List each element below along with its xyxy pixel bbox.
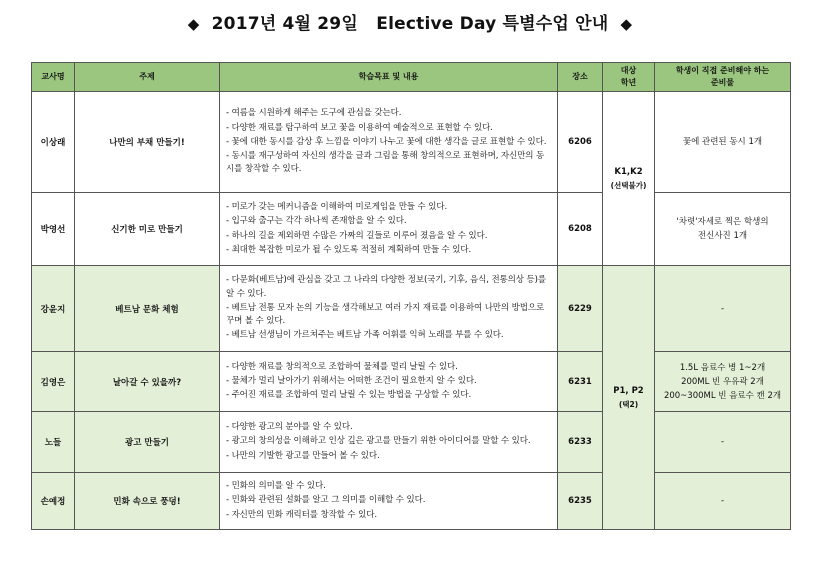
table-row [32, 352, 791, 412]
prep-line: 200ML 빈 우유곽 2개 [681, 376, 764, 387]
table-row [32, 473, 791, 530]
prep-cell [655, 352, 791, 412]
room-cell: 6229 [558, 266, 603, 352]
goal-item: - 최대한 복잡한 미로가 될 수 있도록 적절히 계획하여 만들 수 있다. [226, 244, 472, 255]
prep-line: 1.5L 음료수 병 1~2개 [679, 362, 766, 373]
goal-item: - 다양한 재료를 탐구하여 보고 꽃을 이용하여 예술적으로 표현할 수 있다. [226, 122, 493, 133]
header-topic: 주제 [75, 63, 220, 92]
goals-cell [220, 266, 558, 352]
title-text: 2017년 4월 29일 Elective Day 특별수업 안내 [211, 14, 609, 34]
goal-item: - 여름을 시원하게 해주는 도구에 관심을 갖는다. [226, 108, 402, 119]
goal-item: - 베트남 선생님이 가르쳐주는 베트남 가족 어휘를 익혀 노래를 부를 수 있다. [226, 330, 504, 341]
header-room: 장소 [558, 63, 603, 92]
goal-item: - 나만의 기발한 광고를 만들어 볼 수 있다. [226, 450, 380, 461]
teacher-cell: 강윤지 [32, 266, 75, 352]
prep-cell [655, 92, 791, 193]
goal-item: - 민화의 의미를 알 수 있다. [226, 481, 326, 492]
grade-line1: K1,K2 [614, 166, 643, 177]
grade-cell [603, 266, 655, 530]
room-cell: 6206 [558, 92, 603, 193]
teacher-cell: 이상래 [32, 92, 75, 193]
prep-line: 꽃에 관련된 동시 1개 [682, 137, 763, 147]
table-row [32, 412, 791, 473]
header-prep [655, 63, 791, 92]
goal-item: - 미로가 갖는 메커니즘을 이해하여 미로게임을 만들 수 있다. [226, 202, 448, 213]
prep-cell [655, 266, 791, 352]
goal-item: - 꽃에 대한 동시를 감상 후 느낌을 이야기 나누고 꽃에 대한 생각을 글로 표현할 수 있다. [226, 136, 547, 147]
topic-cell: 날아갈 수 있을까? [75, 352, 220, 412]
goals-cell [220, 92, 558, 193]
header-row [32, 63, 791, 92]
prep-cell [655, 412, 791, 473]
topic-cell: 베트남 문화 체험 [75, 266, 220, 352]
header-grade-line2: 학년 [620, 78, 637, 87]
header-prep-line1: 학생이 직접 준비해야 하는 [675, 66, 770, 75]
goal-item: - 베트남 전통 모자 논의 기능을 생각해보고 여러 가지 재료를 이용하여 나만의 방법으로 꾸며 볼 수 있다. [226, 302, 545, 327]
table-row [32, 266, 791, 352]
teacher-cell: 박영선 [32, 193, 75, 266]
goal-item: - 물체가 멀리 날아가기 위해서는 어떠한 조건이 필요한지 알 수 있다. [226, 375, 477, 386]
grade-line2: (선택불가) [610, 180, 647, 190]
goal-item: - 하나의 길을 제외하면 수많은 가짜의 길들로 이루어 졌음을 알 수 있다. [226, 230, 488, 241]
teacher-cell: 노들 [32, 412, 75, 473]
goals-cell [220, 412, 558, 473]
goal-item: - 입구와 출구는 각각 하나씩 존재함을 알 수 있다. [226, 216, 407, 227]
grade-cell [603, 92, 655, 266]
table-row [32, 193, 791, 266]
header-teacher: 교사명 [32, 63, 75, 92]
goal-item: - 다양한 재료를 창의적으로 조합하여 물체를 멀리 날릴 수 있다. [226, 361, 458, 372]
header-grade [603, 63, 655, 92]
page-title [0, 9, 820, 34]
prep-cell [655, 473, 791, 530]
room-cell: 6235 [558, 473, 603, 530]
room-cell: 6233 [558, 412, 603, 473]
prep-line: - [720, 303, 725, 314]
header-prep-line2: 준비물 [710, 78, 735, 87]
header-goals: 학습목표 및 내용 [220, 63, 558, 92]
goal-item: - 주어진 재료를 조합하여 멀리 날릴 수 있는 방법을 구상할 수 있다. [226, 390, 472, 401]
topic-cell: 광고 만들기 [75, 412, 220, 473]
teacher-cell: 손예정 [32, 473, 75, 530]
goal-item: - 다문화(베트남)에 관심을 갖고 그 나라의 다양한 정보(국기, 기후, 음식, 전통의상 등)를 알 수 있다. [226, 275, 546, 299]
schedule-table [31, 62, 791, 530]
prep-line: - [720, 496, 725, 506]
teacher-cell: 김영은 [32, 352, 75, 412]
goal-item: - 광고의 창의성을 이해하고 인상 깊은 광고를 만들기 위한 아이디어를 말할 수 있다. [226, 436, 531, 447]
goal-item: - 동시를 재구성하여 자신의 생각을 글과 그림을 통해 창의적으로 표현하며, 자신만의 동시를 창작할 수 있다. [226, 151, 545, 175]
goals-cell [220, 352, 558, 412]
topic-cell: 나만의 부채 만들기! [75, 92, 220, 193]
room-cell: 6231 [558, 352, 603, 412]
prep-line: '차렷'자세로 찍은 학생의 [676, 217, 769, 227]
grade-line2: (택2) [618, 399, 639, 409]
grade-line1: P1, P2 [613, 385, 644, 396]
topic-cell: 민화 속으로 풍덩! [75, 473, 220, 530]
prep-line: 전신사진 1개 [697, 231, 748, 241]
goal-item: - 다양한 광고의 분야를 알 수 있다. [226, 422, 353, 433]
prep-line: - [720, 437, 725, 447]
goals-cell [220, 193, 558, 266]
diamond-icon: ◆ [187, 15, 200, 33]
header-grade-line1: 대상 [620, 66, 637, 75]
goal-item: - 자신만의 민화 캐릭터를 창작할 수 있다. [226, 509, 377, 520]
diamond-icon: ◆ [620, 15, 633, 33]
prep-line: 200~300ML 빈 음료수 캔 2개 [663, 390, 782, 401]
prep-cell [655, 193, 791, 266]
goals-cell [220, 473, 558, 530]
goal-item: - 민화와 관련된 설화를 알고 그 의미를 이해할 수 있다. [226, 495, 426, 506]
room-cell: 6208 [558, 193, 603, 266]
topic-cell: 신기한 미로 만들기 [75, 193, 220, 266]
table-row [32, 92, 791, 193]
